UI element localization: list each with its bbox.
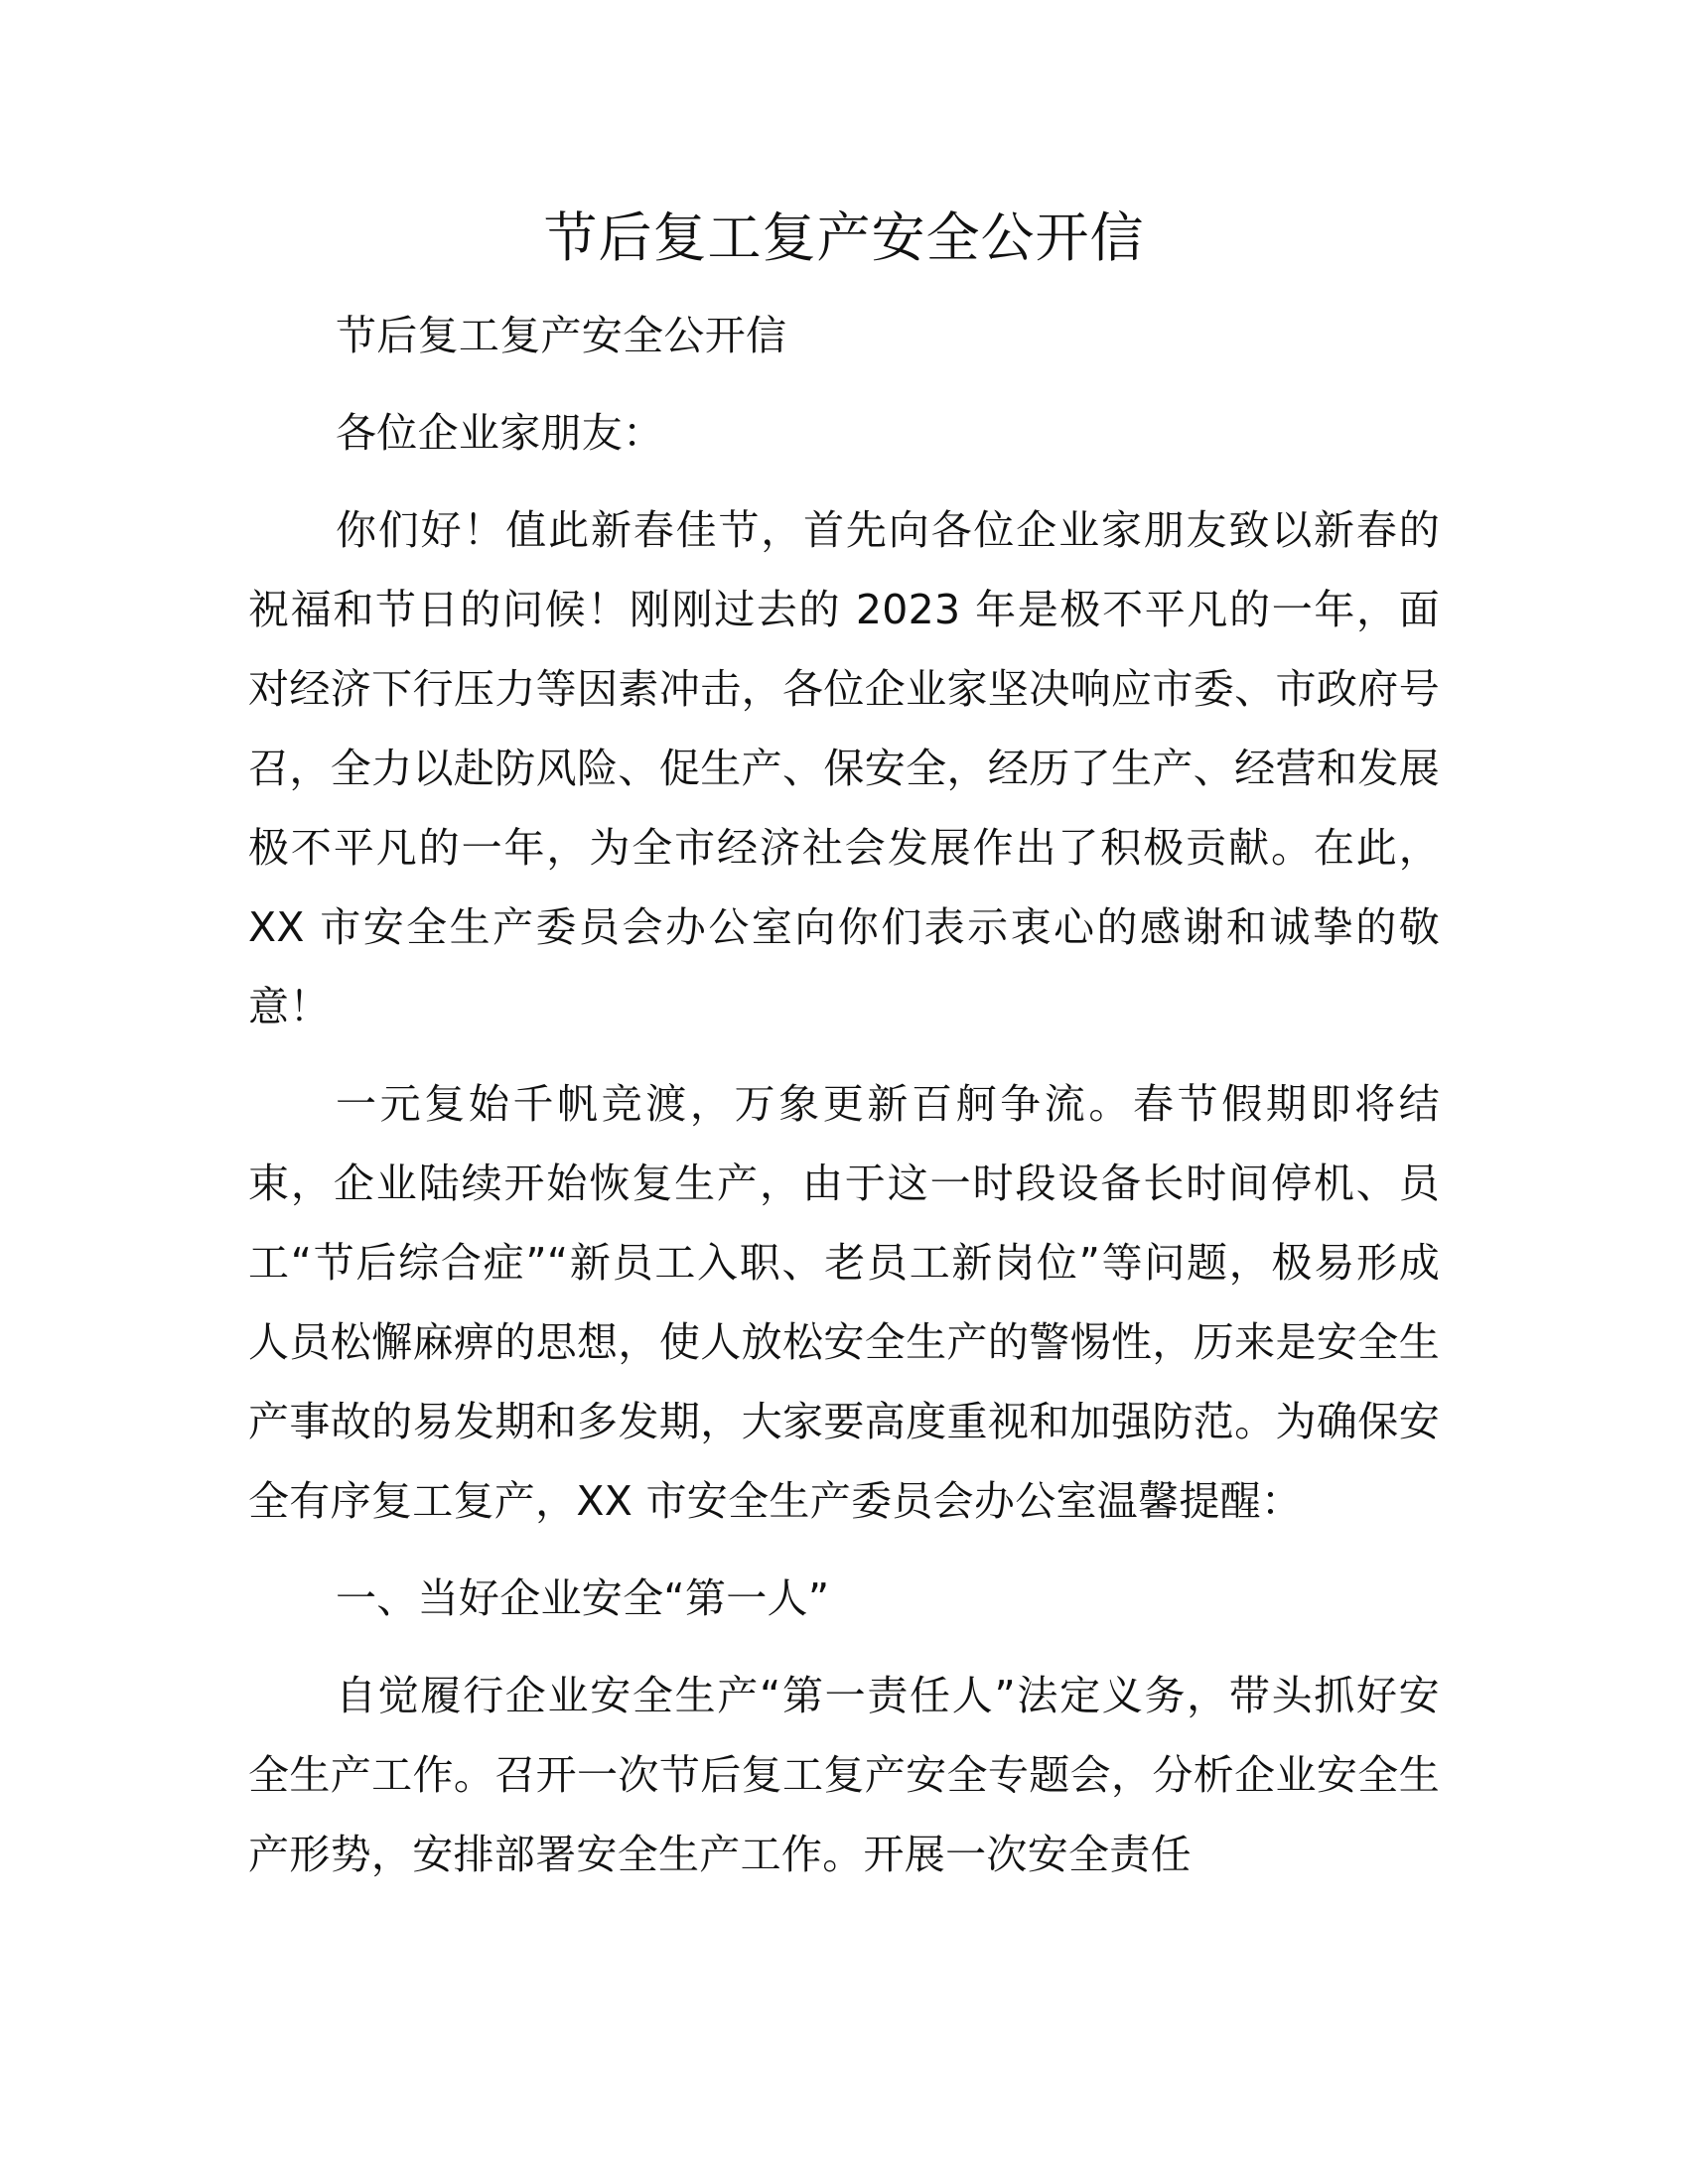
paragraph-salutation: 各位企业家朋友：	[336, 409, 664, 457]
document-body	[248, 296, 1440, 1912]
section-heading-1: 一、当好企业安全“第一人”	[336, 1574, 830, 1622]
document-title: 节后复工复产安全公开信	[543, 206, 1145, 269]
paragraph-subtitle: 节后复工复产安全公开信	[336, 312, 787, 359]
paragraph-reminder-intro: 一元复始千帆竞渡，万象更新百舸争流。春节假期即将结束，企业陆续开始恢复生产，由于这一时段设备长时间停机、员工“节后综合症”“新员工入职、老员工新岗位”等问题，极易形成人员松懈麻痹的思想，使人放松安全生产的警惕性，历来是安全生产事故的易发期和多发期，大家要高度重视和加强防范。为确保安全有序复工复产，XX 市安全生产委员会办公室温馨提醒：	[248, 1080, 1440, 1525]
paragraph-section-1: 自觉履行企业安全生产“第一责任人”法定义务，带头抓好安全生产工作。召开一次节后复工复产安全专题会，分析企业安全生产形势，安排部署安全生产工作。开展一次安全责任	[248, 1672, 1440, 1878]
paragraph-greeting: 你们好！值此新春佳节，首先向各位企业家朋友致以新春的祝福和节日的问候！刚刚过去的 2023 年是极不平凡的一年，面对经济下行压力等因素冲击，各位企业家坚决响应市委、市政府号召，全力以赴防风险、促生产、保安全，经历了生产、经营和发展极不平凡的一年，为全市经济社会发展作出了积极贡献。在此，XX 市安全生产委员会办公室向你们表示衷心的感谢和诚挚的敬意！	[248, 506, 1440, 1030]
